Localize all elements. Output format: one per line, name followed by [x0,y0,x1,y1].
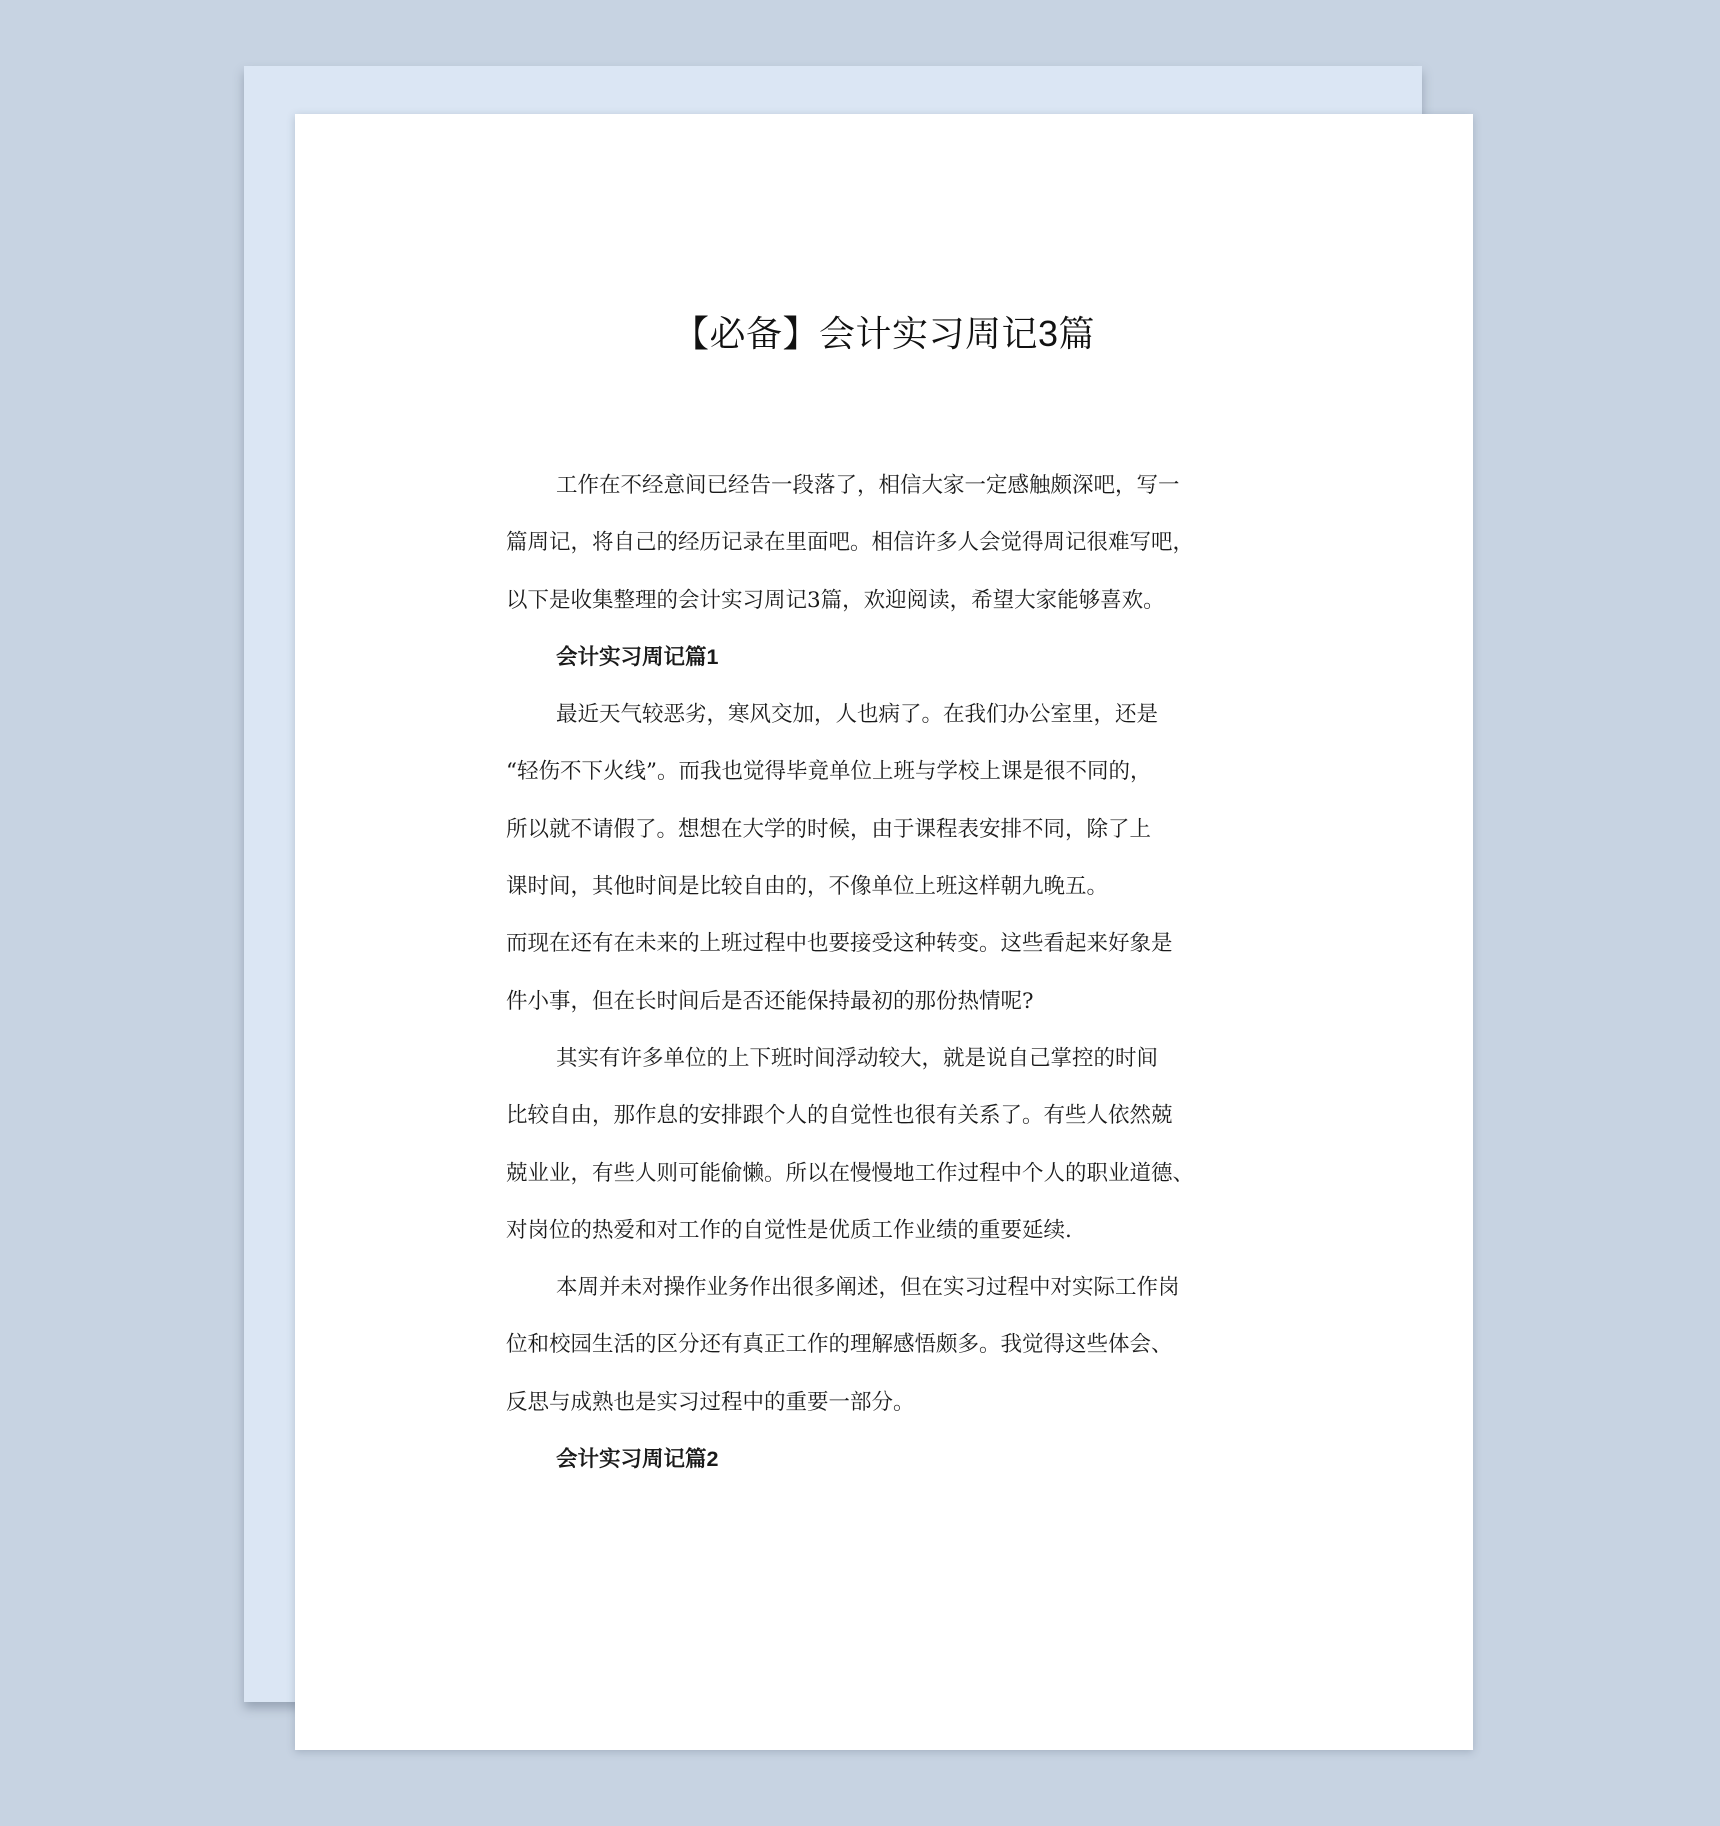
paragraph-line: 本周并未对操作业务作出很多阐述，但在实习过程中对实际工作岗 [556,1275,1180,1301]
paragraph-line: 最近天气较恶劣，寒风交加，人也病了。在我们办公室里，还是 [556,702,1159,728]
section-heading: 会计实习周记篇1 [556,644,719,669]
paragraph-line: 比较自由，那作息的安排跟个人的自觉性也很有关系了。有些人依然兢 [506,1103,1173,1129]
paragraph-line: 件小事，但在长时间后是否还能保持最初的那份热情呢? [506,988,1034,1014]
document-page [295,114,1473,1750]
paragraph-line: 兢业业，有些人则可能偷懒。所以在慢慢地工作过程中个人的职业道德、 [506,1160,1195,1186]
section-heading: 会计实习周记篇2 [556,1447,719,1472]
paragraph-line: 课时间，其他时间是比较自由的，不像单位上班这样朝九晚五。 [506,874,1109,900]
paragraph-line: 工作在不经意间已经告一段落了，相信大家一定感触颇深吧，写一 [556,473,1180,498]
paragraph-line: “轻伤不下火线”。而我也觉得毕竟单位上班与学校上课是很不同的， [506,759,1152,785]
paragraph-line: 反思与成熟也是实习过程中的重要一部分。 [506,1389,915,1415]
document-body [506,457,1286,1488]
paragraph-line: 篇周记，将自己的经历记录在里面吧。相信许多人会觉得周记很难写吧， [506,530,1195,556]
paragraph-line: 对岗位的热爱和对工作的自觉性是优质工作业绩的重要延续. [506,1217,1072,1243]
paragraph-line: 以下是收集整理的会计实习周记3篇，欢迎阅读，希望大家能够喜欢。 [506,587,1165,613]
document-title: 【必备】会计实习周记3篇 [672,313,1096,354]
paragraph-line: 所以就不请假了。想想在大学的时候，由于课程表安排不同，除了上 [506,816,1152,842]
paragraph-line: 位和校园生活的区分还有真正工作的理解感悟颇多。我觉得这些体会、 [506,1332,1173,1358]
paragraph-line: 而现在还有在未来的上班过程中也要接受这种转变。这些看起来好象是 [506,931,1173,957]
paragraph-line: 其实有许多单位的上下班时间浮动较大，就是说自己掌控的时间 [556,1045,1159,1071]
